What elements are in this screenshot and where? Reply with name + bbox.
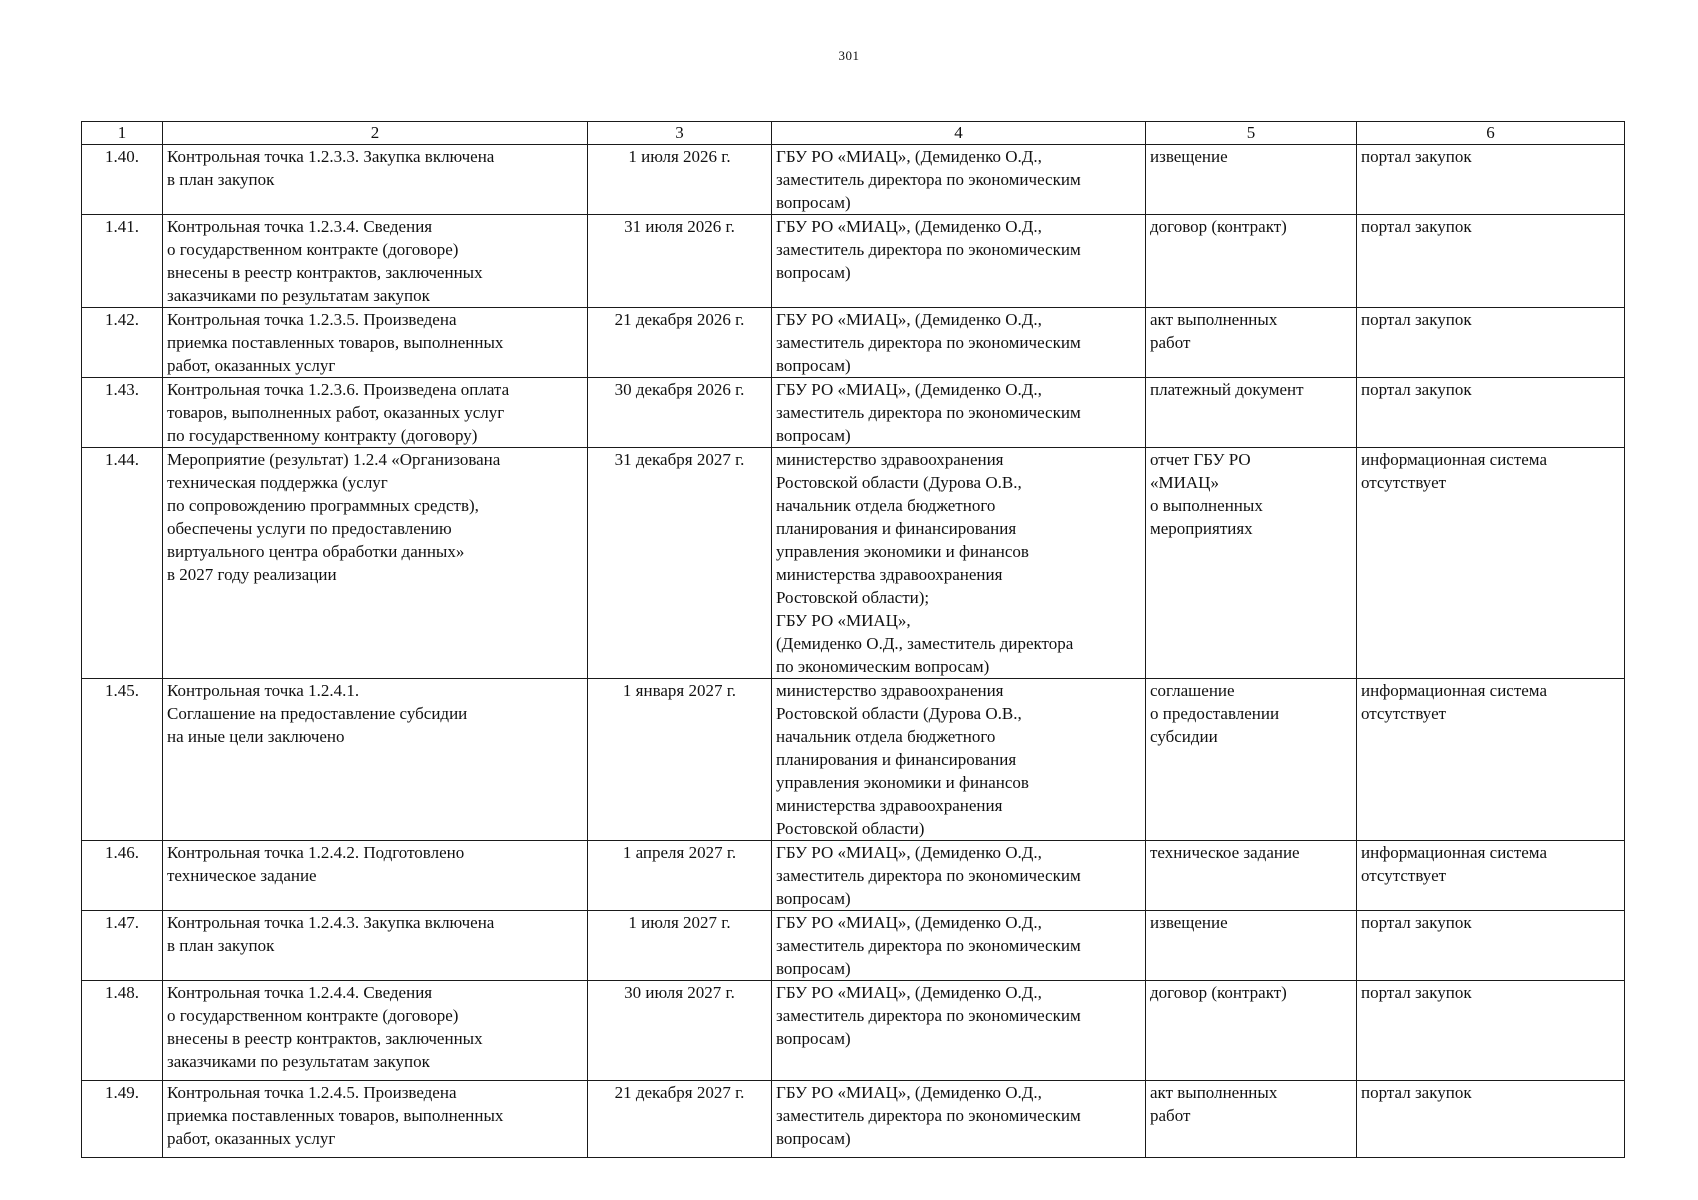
responsible-cell-line: начальник отдела бюджетного	[776, 727, 996, 746]
document-cell-line: о предоставлении	[1150, 704, 1280, 723]
responsible-cell-line: заместитель директора по экономическим	[776, 240, 1081, 259]
row-number: 1.43.	[82, 378, 163, 448]
row-number: 1.42.	[82, 308, 163, 378]
document-cell-line: работ	[1150, 1106, 1191, 1125]
responsible-cell	[772, 911, 1146, 981]
row-number: 1.41.	[82, 215, 163, 308]
event-cell-line: внесены в реестр контрактов, заключенных	[167, 1029, 483, 1048]
responsible-cell	[772, 215, 1146, 308]
document-cell	[1146, 1081, 1357, 1158]
system-cell	[1357, 145, 1625, 215]
responsible-cell-line: заместитель директора по экономическим	[776, 866, 1081, 885]
event-cell-line: Контрольная точка 1.2.4.3. Закупка включена	[167, 913, 495, 932]
system-cell	[1357, 981, 1625, 1081]
table-body	[82, 145, 1625, 1158]
responsible-cell-line: заместитель директора по экономическим	[776, 1106, 1081, 1125]
event-cell-line: работ, оказанных услуг	[167, 356, 336, 375]
row-number: 1.46.	[82, 841, 163, 911]
header-col-4: 4	[772, 122, 1146, 145]
event-cell	[163, 841, 588, 911]
event-cell-line: заказчиками по результатам закупок	[167, 286, 430, 305]
table-row	[82, 1081, 1625, 1158]
responsible-cell-line: заместитель директора по экономическим	[776, 403, 1081, 422]
event-cell-line: работ, оказанных услуг	[167, 1129, 336, 1148]
responsible-cell-line: ГБУ РО «МИАЦ», (Демиденко О.Д.,	[776, 217, 1042, 236]
responsible-cell-line: ГБУ РО «МИАЦ»,	[776, 611, 911, 630]
responsible-cell-line: заместитель директора по экономическим	[776, 333, 1081, 352]
responsible-cell	[772, 841, 1146, 911]
header-col-2: 2	[163, 122, 588, 145]
responsible-cell-line: Ростовской области)	[776, 819, 925, 838]
responsible-cell-line: вопросам)	[776, 263, 851, 282]
system-cell	[1357, 448, 1625, 679]
deadline-cell: 1 июля 2027 г.	[588, 911, 772, 981]
responsible-cell-line: министерства здравоохранения	[776, 565, 1003, 584]
system-cell	[1357, 1081, 1625, 1158]
document-cell-line: отчет ГБУ РО	[1150, 450, 1251, 469]
document-cell-line: работ	[1150, 333, 1191, 352]
responsible-cell	[772, 679, 1146, 841]
system-cell-line: информационная система	[1361, 843, 1547, 862]
document-cell-line: соглашение	[1150, 681, 1235, 700]
event-cell	[163, 679, 588, 841]
system-cell-line: отсутствует	[1361, 473, 1447, 492]
responsible-cell-line: ГБУ РО «МИАЦ», (Демиденко О.Д.,	[776, 983, 1042, 1002]
responsible-cell-line: ГБУ РО «МИАЦ», (Демиденко О.Д.,	[776, 843, 1042, 862]
document-cell-line: договор (контракт)	[1150, 983, 1287, 1002]
document-cell-line: техническое задание	[1150, 843, 1300, 862]
system-cell-line: портал закупок	[1361, 380, 1472, 399]
event-cell-line: техническое задание	[167, 866, 317, 885]
event-cell-line: обеспечены услуги по предоставлению	[167, 519, 452, 538]
responsible-cell-line: (Демиденко О.Д., заместитель директора	[776, 634, 1074, 653]
header-col-1: 1	[82, 122, 163, 145]
event-cell-line: виртуального центра обработки данных»	[167, 542, 465, 561]
event-cell-line: Контрольная точка 1.2.3.3. Закупка включена	[167, 147, 495, 166]
deadline-cell: 30 июля 2027 г.	[588, 981, 772, 1081]
event-cell-line: по сопровождению программных средств),	[167, 496, 479, 515]
event-cell-line: приемка поставленных товаров, выполненных	[167, 1106, 504, 1125]
deadline-cell: 1 июля 2026 г.	[588, 145, 772, 215]
responsible-cell-line: министерства здравоохранения	[776, 796, 1003, 815]
responsible-cell-line: по экономическим вопросам)	[776, 657, 990, 676]
table-header	[82, 122, 1625, 145]
responsible-cell-line: министерство здравоохранения	[776, 450, 1004, 469]
document-cell-line: о выполненных	[1150, 496, 1263, 515]
document-cell-line: акт выполненных	[1150, 1083, 1278, 1102]
responsible-cell-line: начальник отдела бюджетного	[776, 496, 996, 515]
responsible-cell	[772, 378, 1146, 448]
document-cell	[1146, 378, 1357, 448]
responsible-cell-line: заместитель директора по экономическим	[776, 1006, 1081, 1025]
header-row	[82, 122, 1625, 145]
event-cell-line: Контрольная точка 1.2.4.2. Подготовлено	[167, 843, 465, 862]
document-cell	[1146, 841, 1357, 911]
row-number: 1.47.	[82, 911, 163, 981]
document-cell	[1146, 911, 1357, 981]
deadline-cell: 1 января 2027 г.	[588, 679, 772, 841]
document-cell	[1146, 145, 1357, 215]
responsible-cell-line: планирования и финансирования	[776, 519, 1017, 538]
event-cell-line: приемка поставленных товаров, выполненных	[167, 333, 504, 352]
system-cell	[1357, 679, 1625, 841]
row-number: 1.48.	[82, 981, 163, 1081]
responsible-cell-line: ГБУ РО «МИАЦ», (Демиденко О.Д.,	[776, 310, 1042, 329]
event-cell-line: о государственном контракте (договоре)	[167, 240, 459, 259]
document-cell-line: субсидии	[1150, 727, 1218, 746]
system-cell-line: портал закупок	[1361, 147, 1472, 166]
event-cell-line: Контрольная точка 1.2.4.1.	[167, 681, 360, 700]
event-cell-line: Контрольная точка 1.2.4.5. Произведена	[167, 1083, 457, 1102]
document-cell-line: извещение	[1150, 913, 1228, 932]
row-number: 1.40.	[82, 145, 163, 215]
responsible-cell-line: Ростовской области (Дурова О.В.,	[776, 473, 1022, 492]
responsible-cell-line: Ростовской области);	[776, 588, 930, 607]
event-cell-line: Контрольная точка 1.2.4.4. Сведения	[167, 983, 433, 1002]
row-number: 1.44.	[82, 448, 163, 679]
event-cell-line: товаров, выполненных работ, оказанных услуг	[167, 403, 505, 422]
event-cell-line: Контрольная точка 1.2.3.4. Сведения	[167, 217, 433, 236]
row-number: 1.45.	[82, 679, 163, 841]
system-cell-line: портал закупок	[1361, 310, 1472, 329]
event-cell-line: Мероприятие (результат) 1.2.4 «Организована	[167, 450, 501, 469]
system-cell-line: отсутствует	[1361, 866, 1447, 885]
event-cell-line: в 2027 году реализации	[167, 565, 337, 584]
event-cell-line: на иные цели заключено	[167, 727, 345, 746]
document-cell-line: акт выполненных	[1150, 310, 1278, 329]
document-cell-line: извещение	[1150, 147, 1228, 166]
system-cell-line: информационная система	[1361, 681, 1547, 700]
event-cell-line: Контрольная точка 1.2.3.6. Произведена оплата	[167, 380, 510, 399]
event-cell	[163, 1081, 588, 1158]
table-row	[82, 679, 1625, 841]
document-cell	[1146, 981, 1357, 1081]
system-cell	[1357, 841, 1625, 911]
event-cell-line: Контрольная точка 1.2.3.5. Произведена	[167, 310, 457, 329]
document-cell	[1146, 448, 1357, 679]
document-cell-line: мероприятиях	[1150, 519, 1253, 538]
table-row	[82, 911, 1625, 981]
responsible-cell-line: вопросам)	[776, 889, 851, 908]
responsible-cell	[772, 308, 1146, 378]
table-row	[82, 448, 1625, 679]
event-cell	[163, 378, 588, 448]
responsible-cell	[772, 448, 1146, 679]
responsible-cell-line: вопросам)	[776, 356, 851, 375]
responsible-cell-line: министерство здравоохранения	[776, 681, 1004, 700]
system-cell-line: портал закупок	[1361, 1083, 1472, 1102]
responsible-cell-line: вопросам)	[776, 193, 851, 212]
row-number: 1.49.	[82, 1081, 163, 1158]
system-cell-line: информационная система	[1361, 450, 1547, 469]
responsible-cell-line: вопросам)	[776, 426, 851, 445]
document-cell	[1146, 215, 1357, 308]
table-row	[82, 981, 1625, 1081]
event-cell-line: в план закупок	[167, 936, 275, 955]
event-cell	[163, 981, 588, 1081]
system-cell	[1357, 378, 1625, 448]
system-cell	[1357, 911, 1625, 981]
system-cell-line: отсутствует	[1361, 704, 1447, 723]
deadline-cell: 31 июля 2026 г.	[588, 215, 772, 308]
event-cell-line: о государственном контракте (договоре)	[167, 1006, 459, 1025]
system-cell	[1357, 215, 1625, 308]
responsible-cell-line: ГБУ РО «МИАЦ», (Демиденко О.Д.,	[776, 147, 1042, 166]
responsible-cell-line: Ростовской области (Дурова О.В.,	[776, 704, 1022, 723]
system-cell-line: портал закупок	[1361, 983, 1472, 1002]
table-row	[82, 378, 1625, 448]
responsible-cell	[772, 145, 1146, 215]
document-cell	[1146, 308, 1357, 378]
event-cell-line: по государственному контракту (договору)	[167, 426, 478, 445]
deadline-cell: 21 декабря 2026 г.	[588, 308, 772, 378]
event-cell-line: в план закупок	[167, 170, 275, 189]
table-row	[82, 145, 1625, 215]
event-cell-line: техническая поддержка (услуг	[167, 473, 388, 492]
responsible-cell-line: планирования и финансирования	[776, 750, 1017, 769]
responsible-cell-line: управления экономики и финансов	[776, 542, 1029, 561]
document-cell	[1146, 679, 1357, 841]
event-cell	[163, 448, 588, 679]
event-cell	[163, 215, 588, 308]
responsible-cell-line: заместитель директора по экономическим	[776, 936, 1081, 955]
event-cell-line: Соглашение на предоставление субсидии	[167, 704, 468, 723]
responsible-cell-line: вопросам)	[776, 959, 851, 978]
responsible-cell	[772, 981, 1146, 1081]
event-cell-line: внесены в реестр контрактов, заключенных	[167, 263, 483, 282]
event-cell	[163, 145, 588, 215]
deadline-cell: 1 апреля 2027 г.	[588, 841, 772, 911]
responsible-cell-line: заместитель директора по экономическим	[776, 170, 1081, 189]
document-cell-line: «МИАЦ»	[1150, 473, 1219, 492]
responsible-cell-line: вопросам)	[776, 1029, 851, 1048]
deadline-cell: 31 декабря 2027 г.	[588, 448, 772, 679]
responsible-cell	[772, 1081, 1146, 1158]
responsible-cell-line: управления экономики и финансов	[776, 773, 1029, 792]
event-cell	[163, 911, 588, 981]
system-cell-line: портал закупок	[1361, 217, 1472, 236]
responsible-cell-line: ГБУ РО «МИАЦ», (Демиденко О.Д.,	[776, 913, 1042, 932]
control-points-table	[81, 121, 1625, 1158]
table-row	[82, 308, 1625, 378]
event-cell	[163, 308, 588, 378]
table-row	[82, 215, 1625, 308]
header-col-3: 3	[588, 122, 772, 145]
header-col-5: 5	[1146, 122, 1357, 145]
responsible-cell-line: ГБУ РО «МИАЦ», (Демиденко О.Д.,	[776, 1083, 1042, 1102]
event-cell-line: заказчиками по результатам закупок	[167, 1052, 430, 1071]
deadline-cell: 21 декабря 2027 г.	[588, 1081, 772, 1158]
header-col-6: 6	[1357, 122, 1625, 145]
responsible-cell-line: вопросам)	[776, 1129, 851, 1148]
document-cell-line: платежный документ	[1150, 380, 1304, 399]
page-number: 301	[838, 48, 860, 63]
table-row	[82, 841, 1625, 911]
responsible-cell-line: ГБУ РО «МИАЦ», (Демиденко О.Д.,	[776, 380, 1042, 399]
system-cell	[1357, 308, 1625, 378]
document-cell-line: договор (контракт)	[1150, 217, 1287, 236]
system-cell-line: портал закупок	[1361, 913, 1472, 932]
deadline-cell: 30 декабря 2026 г.	[588, 378, 772, 448]
